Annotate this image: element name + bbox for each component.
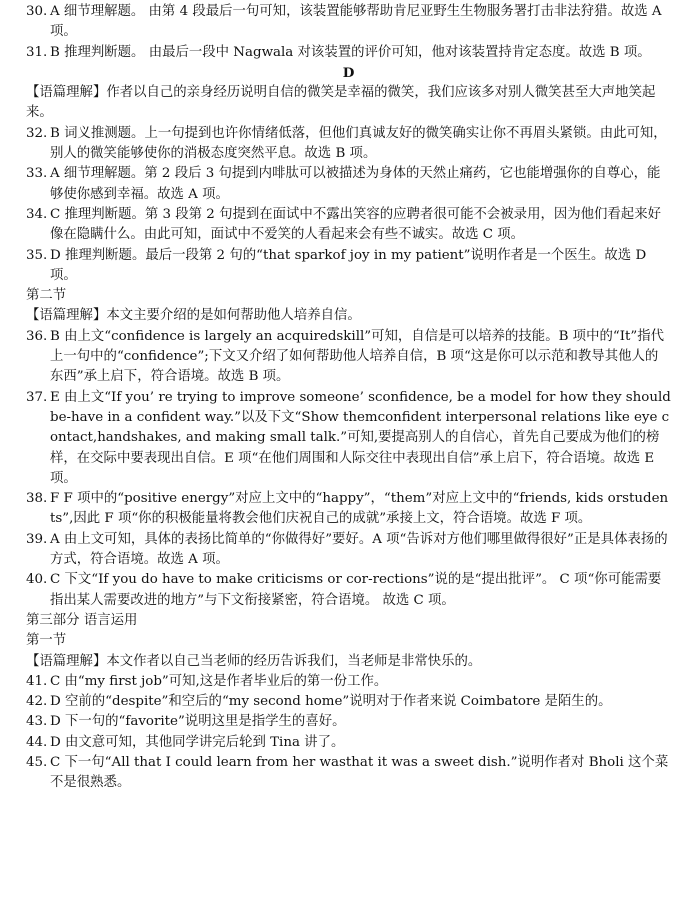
answer-item-42 bbox=[26, 692, 671, 712]
answer-item-32 bbox=[26, 124, 671, 165]
answer-item-41 bbox=[26, 672, 671, 692]
item-explanation: A 细节理解题。第 2 段后 3 句提到内啡肽可以被描述为身体的天然止痛药，它也能增强你的自尊心，能够使你感到幸福。故选 A 项。 bbox=[50, 166, 661, 202]
item-number: 32. bbox=[26, 125, 48, 141]
item-explanation: C 由“my first job”可知,这是作者毕业后的第一份工作。 bbox=[50, 673, 388, 689]
answer-item-39 bbox=[26, 530, 671, 571]
answer-item-33 bbox=[26, 164, 671, 205]
answer-item-43 bbox=[26, 712, 671, 732]
item-explanation: D 推理判断题。最后一段第 2 句的“that sparkof joy in my patient”说明作者是一个医生。故选 D 项。 bbox=[50, 247, 647, 283]
item-number: 30. bbox=[26, 4, 48, 19]
item-number: 44. bbox=[26, 734, 48, 750]
item-explanation: D 下一句的“favorite”说明这里是指学生的喜好。 bbox=[50, 714, 346, 730]
item-explanation: B 由上文“confidence is largely an acquiredskill”可知，自信是可以培养的技能。B 项中的“It”指代上一句中的“confidence”;下文又介绍了如何帮助他人培养自信，B 项“这是你可以示范和教导其他人的东西”承上启下，符合语境。故选 B 项。 bbox=[50, 328, 664, 385]
item-number: 39. bbox=[26, 531, 48, 547]
answer-item-30 bbox=[26, 2, 671, 43]
item-explanation: B 推理判断题。 由最后一段中 Nagwala 对该装置的评价可知，他对该装置持肯定态度。故选 B 项。 bbox=[50, 44, 651, 60]
item-explanation: E 由上文“If you’ re trying to improve someone’ sconfidence, be a model for how they should be-have in a confident way.”以及下文“Show themconfident interpersonal relations like eye contact,handshakes, and making small talk.”可知,要提高别人的自信心，首先自己要成为他们的榜样，在交际中要表现出自信。E 项“在他们周围和人际交往中表现出自信”承上启下，符合语境。故选 E 项。 bbox=[50, 389, 671, 486]
answer-item-44 bbox=[26, 733, 671, 753]
item-number: 34. bbox=[26, 206, 48, 222]
section-letter-d: D bbox=[342, 64, 355, 81]
item-number: 42. bbox=[26, 694, 48, 710]
item-number: 33. bbox=[26, 166, 48, 182]
answer-item-35 bbox=[26, 246, 671, 287]
item-number: 38. bbox=[26, 491, 48, 507]
item-number: 31. bbox=[26, 44, 48, 60]
item-number: 45. bbox=[26, 754, 48, 770]
answer-item-45 bbox=[26, 753, 671, 794]
item-number: 41. bbox=[26, 673, 48, 689]
answer-item-31 bbox=[26, 43, 671, 63]
answer-item-36 bbox=[26, 327, 671, 388]
item-number: 40. bbox=[26, 572, 48, 588]
item-explanation: C 下一句“All that I could learn from her wasthat it was a sweet dish.”说明作者对 Bholi 这个菜不是很熟悉。 bbox=[50, 754, 669, 791]
item-explanation: A 由上文可知，具体的表扬比简单的“你做得好”要好。A 项“告诉对方他们哪里做得很好”正是具体表扬的方式，符合语境。故选 A 项。 bbox=[50, 531, 668, 568]
item-explanation: B 词义推测题。上一句提到也许你情绪低落，但他们真诚友好的微笑确实让你不再眉头紧锁。由此可知，别人的微笑能够使你的消极态度突然平息。故选 B 项。 bbox=[50, 125, 667, 162]
item-number: 37. bbox=[26, 389, 48, 405]
passage-summary: 【语篇理解】本文主要介绍的是如何帮助他人培养自信。 bbox=[26, 308, 361, 324]
answer-item-38 bbox=[26, 489, 671, 530]
answer-item-34 bbox=[26, 205, 671, 246]
passage-summary: 【语篇理解】作者以自己的亲身经历说明自信的微笑是幸福的微笑，我们应该多对别人微笑甚至大声地笑起来。 bbox=[26, 85, 656, 121]
item-number: 43. bbox=[26, 714, 48, 730]
item-explanation: C 下文“If you do have to make criticisms or cor-rections”说的是“提出批评”。 C 项“你可能需要指出某人需要改进的地方”与下文衔接紧密，符合语境。 故选 C 项。 bbox=[50, 572, 662, 608]
item-number: 35. bbox=[26, 247, 48, 263]
section-heading: 第二节 bbox=[26, 288, 67, 304]
item-explanation: D 空前的“despite”和空后的“my second home”说明对于作者来说 Coimbatore 是陌生的。 bbox=[50, 694, 612, 710]
section-heading: 第一节 bbox=[26, 633, 67, 649]
item-explanation: C 推理判断题。第 3 段第 2 句提到在面试中不露出笑容的应聘者很可能不会被录用，因为他们看起来好像在隐瞒什么。由此可知，面试中不爱笑的人看起来会有些不诚实。故选 C 项。 bbox=[50, 206, 661, 243]
item-explanation: F F 项中的“positive energy”对应上文中的“happy”，“them”对应上文中的“friends, kids orstudents”,因此 F 项“你的积极能量将教会他们庆祝自己的成就”承接上文，符合语境。故选 F 项。 bbox=[50, 491, 669, 527]
item-number: 36. bbox=[26, 328, 48, 344]
item-explanation: D 由文意可知，其他同学讲完后轮到 Tina 讲了。 bbox=[50, 734, 345, 750]
answer-item-40 bbox=[26, 570, 671, 611]
answer-item-37 bbox=[26, 388, 671, 489]
part-heading: 第三部分 语言运用 bbox=[26, 612, 138, 628]
passage-summary: 【语篇理解】本文作者以自己当老师的经历告诉我们，当老师是非常快乐的。 bbox=[26, 653, 482, 669]
item-explanation: A 细节理解题。 由第 4 段最后一句可知，该装置能够帮助肯尼亚野生生物服务署打击非法狩猎。故选 A 项。 bbox=[50, 4, 662, 40]
